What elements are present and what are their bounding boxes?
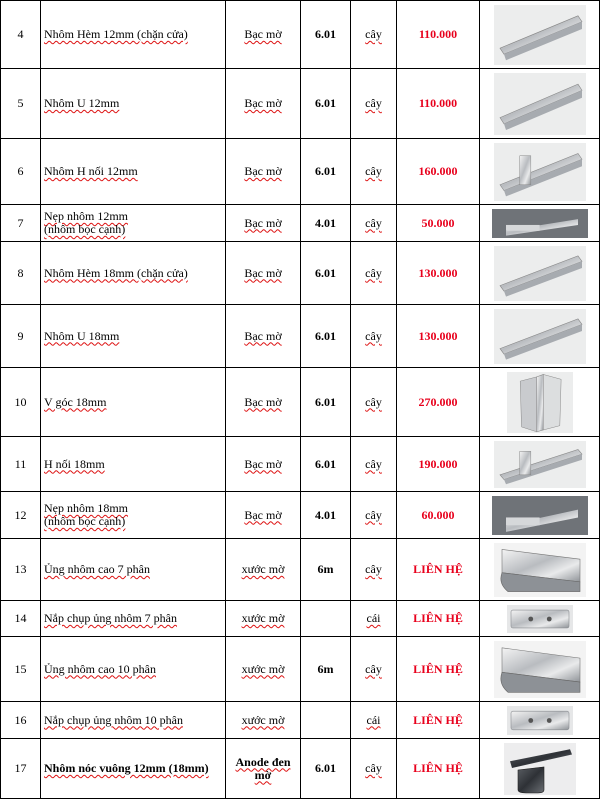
row-number: 15	[1, 637, 41, 702]
product-color: Bạc mờ	[226, 69, 301, 139]
product-color: Bạc mờ	[226, 205, 301, 242]
product-price: 130.000	[397, 242, 480, 305]
row-number: 11	[1, 437, 41, 492]
product-name: Ủng nhôm cao 7 phân	[41, 539, 226, 601]
product-photo	[480, 139, 600, 205]
product-color: xước mờ	[226, 539, 301, 601]
table-row	[1, 242, 600, 305]
product-unit: cây	[351, 637, 397, 702]
product-name: Nhôm U 12mm	[41, 69, 226, 139]
product-name: Ủng nhôm cao 10 phân	[41, 637, 226, 702]
product-thickness: 6.01	[301, 368, 351, 437]
product-price: LIÊN HỆ	[397, 539, 480, 601]
product-name: H nối 18mm	[41, 437, 226, 492]
row-number: 13	[1, 539, 41, 601]
product-unit: cái	[351, 601, 397, 637]
product-thickness: 6.01	[301, 139, 351, 205]
product-unit: cây	[351, 69, 397, 139]
product-price: LIÊN HỆ	[397, 637, 480, 702]
product-unit: cây	[351, 139, 397, 205]
table-row	[1, 1, 600, 69]
row-number: 5	[1, 69, 41, 139]
product-color: Bạc mờ	[226, 368, 301, 437]
product-unit: cây	[351, 368, 397, 437]
product-color: Bạc mờ	[226, 305, 301, 368]
product-thickness: 6.01	[301, 437, 351, 492]
product-price: 60.000	[397, 492, 480, 539]
product-photo	[480, 305, 600, 368]
profile-edge-trim-image	[492, 496, 588, 535]
product-thickness: 6m	[301, 539, 351, 601]
product-color: xước mờ	[226, 637, 301, 702]
row-number: 4	[1, 1, 41, 69]
product-unit: cây	[351, 492, 397, 539]
row-number: 8	[1, 242, 41, 305]
product-color: Bạc mờ	[226, 139, 301, 205]
product-price: 160.000	[397, 139, 480, 205]
table-row	[1, 69, 600, 139]
product-price: LIÊN HỆ	[397, 702, 480, 739]
product-thickness: 4.01	[301, 205, 351, 242]
profile-h-channel-image	[494, 246, 586, 301]
product-photo	[480, 601, 600, 637]
profile-kickplate-image	[494, 641, 586, 698]
profile-v-corner-image	[507, 372, 573, 433]
table-row	[1, 601, 600, 637]
row-number: 16	[1, 702, 41, 739]
table-row	[1, 205, 600, 242]
product-photo	[480, 437, 600, 492]
product-name: Nẹp nhôm 18mm (nhôm bọc cạnh)	[41, 492, 226, 539]
profile-edge-trim-image	[492, 209, 588, 238]
product-thickness: 6m	[301, 637, 351, 702]
row-number: 10	[1, 368, 41, 437]
product-photo	[480, 739, 600, 799]
profile-h-joint-image	[494, 441, 586, 488]
product-name: Nắp chụp ủng nhôm 7 phân	[41, 601, 226, 637]
profile-h-channel-image	[494, 5, 586, 65]
product-color: xước mờ	[226, 702, 301, 739]
table-body	[1, 1, 600, 799]
product-price: LIÊN HỆ	[397, 739, 480, 799]
product-color: xước mờ	[226, 601, 301, 637]
product-photo	[480, 205, 600, 242]
product-unit: cây	[351, 1, 397, 69]
product-price: 50.000	[397, 205, 480, 242]
product-photo	[480, 368, 600, 437]
product-unit: cây	[351, 305, 397, 368]
product-thickness: 6.01	[301, 242, 351, 305]
product-photo	[480, 539, 600, 601]
table-row	[1, 702, 600, 739]
product-unit: cây	[351, 739, 397, 799]
table-row	[1, 305, 600, 368]
product-color: Bạc mờ	[226, 1, 301, 69]
profile-u-channel-image	[494, 73, 586, 135]
profile-square-cap-image	[504, 743, 576, 795]
product-name: Nhôm Hèm 12mm (chặn cửa)	[41, 1, 226, 69]
profile-kickplate-image	[494, 543, 586, 597]
profile-end-cap-image	[507, 605, 573, 633]
product-color: Bạc mờ	[226, 492, 301, 539]
product-photo	[480, 1, 600, 69]
row-number: 6	[1, 139, 41, 205]
product-unit: cây	[351, 437, 397, 492]
profile-u-channel-image	[494, 309, 586, 364]
product-thickness: 6.01	[301, 739, 351, 799]
product-price: 130.000	[397, 305, 480, 368]
product-name: Nắp chụp ủng nhôm 10 phân	[41, 702, 226, 739]
product-price: LIÊN HỆ	[397, 601, 480, 637]
product-name: Nhôm U 18mm	[41, 305, 226, 368]
product-name: Nhôm H nối 12mm	[41, 139, 226, 205]
product-thickness: 6.01	[301, 305, 351, 368]
product-name: Nẹp nhôm 12mm (nhôm bọc cạnh)	[41, 205, 226, 242]
product-color: Bạc mờ	[226, 242, 301, 305]
product-photo	[480, 69, 600, 139]
row-number: 12	[1, 492, 41, 539]
table-row	[1, 139, 600, 205]
product-color: Bạc mờ	[226, 437, 301, 492]
product-photo	[480, 702, 600, 739]
row-number: 17	[1, 739, 41, 799]
product-thickness: 6.01	[301, 1, 351, 69]
profile-h-joint-image	[494, 143, 586, 201]
table-row	[1, 492, 600, 539]
product-unit: cây	[351, 539, 397, 601]
product-photo	[480, 242, 600, 305]
row-number: 7	[1, 205, 41, 242]
product-name: Nhôm nóc vuông 12mm (18mm)	[41, 739, 226, 799]
row-number: 9	[1, 305, 41, 368]
row-number: 14	[1, 601, 41, 637]
product-thickness	[301, 601, 351, 637]
product-unit: cây	[351, 205, 397, 242]
product-name: V góc 18mm	[41, 368, 226, 437]
product-thickness: 4.01	[301, 492, 351, 539]
product-name: Nhôm Hèm 18mm (chặn cửa)	[41, 242, 226, 305]
product-thickness	[301, 702, 351, 739]
product-unit: cây	[351, 242, 397, 305]
product-thickness: 6.01	[301, 69, 351, 139]
table-row	[1, 739, 600, 799]
product-unit: cái	[351, 702, 397, 739]
table-row	[1, 437, 600, 492]
product-photo	[480, 492, 600, 539]
table-row	[1, 637, 600, 702]
table-row	[1, 368, 600, 437]
product-color: Anode đen mờ	[226, 739, 301, 799]
product-photo	[480, 637, 600, 702]
table-row	[1, 539, 600, 601]
profile-end-cap-image	[507, 706, 573, 735]
product-price: 190.000	[397, 437, 480, 492]
product-price: 110.000	[397, 69, 480, 139]
product-price: 110.000	[397, 1, 480, 69]
product-price: 270.000	[397, 368, 480, 437]
